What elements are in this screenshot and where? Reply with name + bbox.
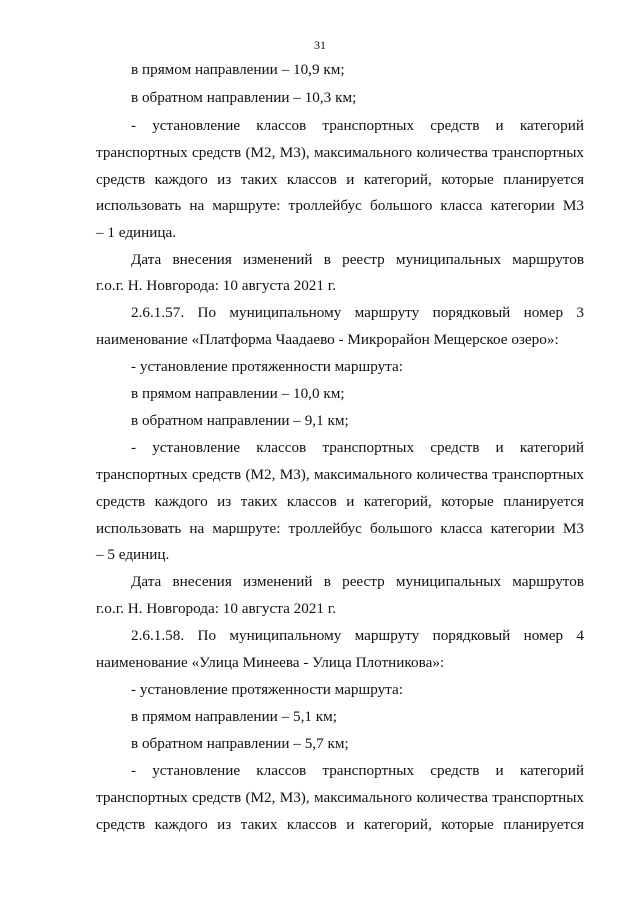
text-line: 2.6.1.57. По муниципальному маршруту порядковый номер 3 [131, 304, 584, 321]
text-line: - установление протяженности маршрута: [131, 681, 403, 698]
text-line: наименование «Платформа Чаадаево - Микрорайон Мещерское озеро»: [96, 331, 559, 348]
text-line: средств каждого из таких классов и категорий, которые планируется [96, 171, 584, 188]
text-line: 2.6.1.58. По муниципальному маршруту порядковый номер 4 [131, 627, 584, 644]
text-line: - установление классов транспортных средств и категорий [131, 439, 584, 456]
text-line: г.о.г. Н. Новгорода: 10 августа 2021 г. [96, 600, 337, 617]
text-line: в прямом направлении – 10,0 км; [131, 385, 345, 402]
text-line: транспортных средств (М2, М3), максимального количества транспортных [96, 789, 584, 806]
text-line: - установление классов транспортных средств и категорий [131, 762, 584, 779]
text-line: средств каждого из таких классов и категорий, которые планируется [96, 816, 584, 833]
text-line: Дата внесения изменений в реестр муниципальных маршрутов [131, 251, 584, 268]
text-line: в прямом направлении – 5,1 км; [131, 708, 337, 725]
text-line: использовать на маршруте: троллейбус большого класса категории М3 [96, 197, 584, 214]
text-line: в обратном направлении – 9,1 км; [131, 412, 349, 429]
text-line: - установление классов транспортных средств и категорий [131, 117, 584, 134]
text-line: в прямом направлении – 10,9 км; [131, 61, 345, 78]
text-line: транспортных средств (М2, М3), максимального количества транспортных [96, 466, 584, 483]
text-line: г.о.г. Н. Новгорода: 10 августа 2021 г. [96, 277, 337, 294]
text-line: – 1 единица. [96, 224, 177, 241]
text-line: – 5 единиц. [96, 546, 170, 563]
page-number: 31 [314, 38, 326, 52]
text-line: использовать на маршруте: троллейбус большого класса категории М3 [96, 520, 584, 537]
text-line: Дата внесения изменений в реестр муниципальных маршрутов [131, 573, 584, 590]
text-line: в обратном направлении – 10,3 км; [131, 89, 357, 106]
text-line: средств каждого из таких классов и категорий, которые планируется [96, 493, 584, 510]
text-line: транспортных средств (М2, М3), максимального количества транспортных [96, 144, 584, 161]
text-line: в обратном направлении – 5,7 км; [131, 735, 349, 752]
text-line: наименование «Улица Минеева - Улица Плотникова»: [96, 654, 445, 671]
text-line: - установление протяженности маршрута: [131, 358, 403, 375]
